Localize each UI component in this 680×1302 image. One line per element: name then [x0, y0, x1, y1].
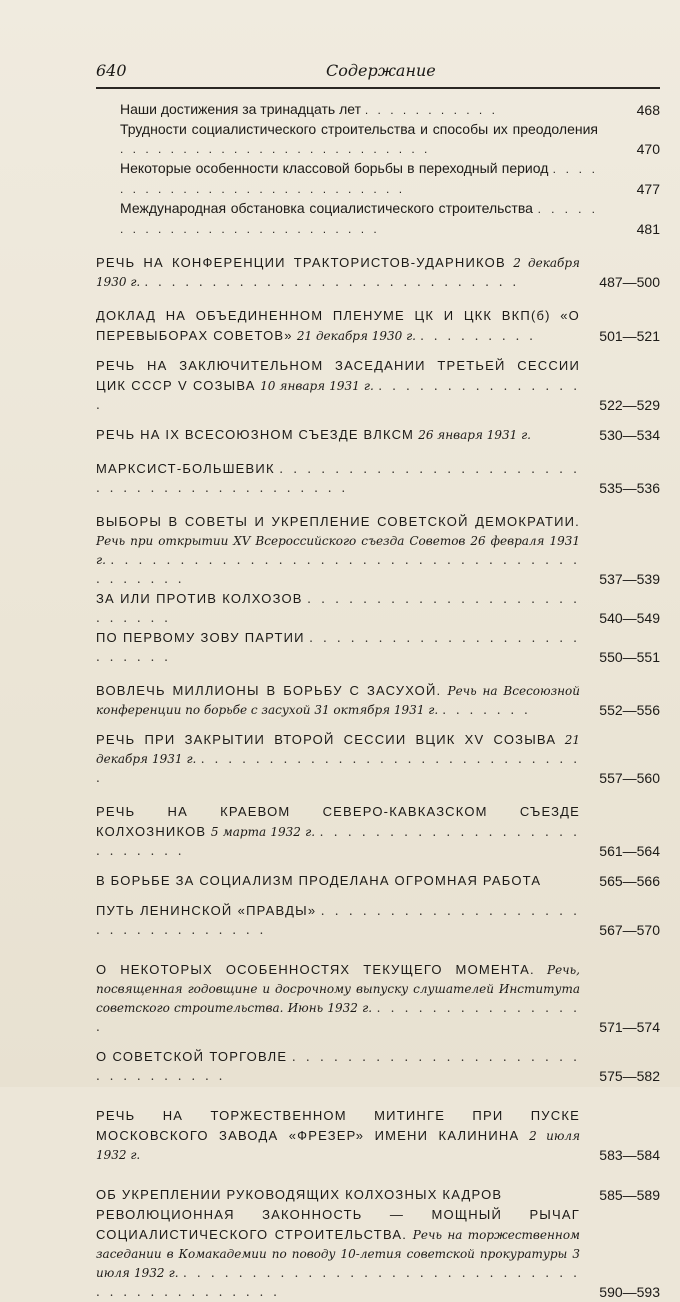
toc-entry	[96, 1185, 660, 1205]
entry-pages: 585—589	[599, 1187, 660, 1203]
entry-pages: 481	[636, 221, 660, 237]
entry-pages: 583—584	[599, 1147, 660, 1163]
entry-title: ВОВЛЕЧЬ МИЛЛИОНЫ В БОРЬБУ С ЗАСУХОЙ.	[96, 683, 442, 698]
entry-title: ПУТЬ ЛЕНИНСКОЙ «ПРАВДЫ»	[96, 903, 317, 918]
toc-entry	[96, 681, 660, 720]
entry-pages: 470	[636, 141, 660, 157]
entry-pages: 530—534	[599, 427, 660, 443]
entry-title: Международная обстановка социалистического строительства	[120, 200, 533, 216]
entry-title: Некоторые особенности классовой борьбы в переходный период	[120, 160, 549, 176]
entry-note: 21 декабря 1930 г.	[296, 329, 416, 343]
entry-pages: 501—521	[599, 328, 660, 344]
dot-leader: . . . . . . . . . . . . . . . . . . . . . . . . . .	[96, 825, 580, 858]
entry-note: 2 июля 1932 г.	[96, 1129, 581, 1162]
table-of-contents	[96, 100, 660, 1302]
entry-note: 2 декабря 1930 г.	[96, 256, 580, 289]
entry-title: РЕЧЬ ПРИ ЗАКРЫТИИ ВТОРОЙ СЕССИИ ВЦИК XV СОЗЫВА	[96, 732, 557, 747]
toc-entry	[96, 512, 660, 589]
entry-title: ЗА ИЛИ ПРОТИВ КОЛХОЗОВ	[96, 591, 303, 606]
entry-pages: 468	[636, 102, 660, 118]
entry-pages: 557—560	[599, 770, 660, 786]
dot-leader: . . . . . . . . . . . . . . . . . . . . . . . . . .	[96, 631, 580, 664]
page-header	[96, 58, 660, 84]
entry-title: О НЕКОТОРЫХ ОСОБЕННОСТЯХ ТЕКУЩЕГО МОМЕНТА.	[96, 962, 535, 977]
dot-leader: . . . . . . . . . . . . . . . . . . . . . . . . . . . . . . . .	[96, 904, 580, 937]
dot-leader: . . . . . . . . . . . . . . . . . . . . . . . . . . . .	[144, 275, 520, 289]
toc-entry	[96, 1106, 660, 1165]
entry-pages: 477	[636, 181, 660, 197]
dot-leader: . . . . . . . . . . . . . . . . . . . . . . . . . .	[120, 202, 598, 236]
entry-title: О СОВЕТСКОЙ ТОРГОВЛЕ	[96, 1049, 288, 1064]
toc-entry	[96, 871, 660, 891]
header-rule	[96, 87, 660, 89]
toc-entry	[96, 253, 660, 292]
entry-title: РЕЧЬ НА ЗАКЛЮЧИТЕЛЬНОМ ЗАСЕДАНИИ ТРЕТЬЕЙ СЕССИИ ЦИК СССР V СОЗЫВА	[96, 358, 580, 393]
entry-note: 10 января 1931 г.	[260, 379, 374, 393]
toc-entry	[96, 306, 660, 346]
toc-entry	[96, 960, 660, 1037]
toc-entry	[96, 356, 660, 415]
toc-entry	[96, 100, 660, 120]
entry-pages: 561—564	[599, 843, 660, 859]
entry-title: ОБ УКРЕПЛЕНИИ РУКОВОДЯЩИХ КОЛХОЗНЫХ КАДРОВ	[96, 1187, 503, 1202]
dot-leader: . . . . . . . . . . .	[364, 103, 498, 117]
dot-leader: . . . . . . . . . . . . . . . . . . . . . . . . . . . . .	[96, 752, 581, 785]
entry-title: ПО ПЕРВОМУ ЗОВУ ПАРТИИ	[96, 630, 305, 645]
toc-entry	[96, 1047, 660, 1086]
dot-leader: . . . . . . . . . . . . . . . . . . . . . . . . .	[120, 142, 431, 156]
entry-pages: 522—529	[599, 397, 660, 413]
toc-entry	[96, 901, 660, 940]
dot-leader: . . . . . . . . . . . . . . . . . . . . . . . . . . . . . . . . . . . . . . . . .	[96, 553, 580, 586]
toc-entry	[96, 628, 660, 667]
entry-note: Речь на Всесоюзной конференции по борьбе с засухой 31 октября 1931 г.	[96, 684, 580, 717]
toc-entry	[96, 159, 660, 199]
entry-pages: 537—539	[599, 571, 660, 587]
entry-title: РЕВОЛЮЦИОННАЯ ЗАКОННОСТЬ — МОЩНЫЙ РЫЧАГ СОЦИАЛИСТИЧЕСКОГО СТРОИТЕЛЬСТВА.	[96, 1207, 580, 1242]
entry-pages: 575—582	[599, 1068, 660, 1084]
entry-title: Трудности социалистического строительства и способы их преодоления	[120, 121, 598, 137]
entry-title: РЕЧЬ НА IX ВСЕСОЮЗНОМ СЪЕЗДЕ ВЛКСМ	[96, 427, 415, 442]
entry-pages: 565—566	[599, 873, 660, 889]
toc-entry	[96, 459, 660, 498]
page-number: 640	[96, 61, 127, 80]
entry-title: РЕЧЬ НА КРАЕВОМ СЕВЕРО-КАВКАЗСКОМ СЪЕЗДЕ КОЛХОЗНИКОВ	[96, 804, 580, 839]
dot-leader: . . . . . . . . . . . . . . . . . . . . . . . . . . .	[120, 162, 599, 196]
entry-note: 21 декабря 1931 г.	[96, 733, 580, 766]
toc-entry	[96, 1205, 660, 1302]
entry-pages: 540—549	[599, 610, 660, 626]
entry-title: РЕЧЬ НА ТОРЖЕСТВЕННОМ МИТИНГЕ ПРИ ПУСКЕ МОСКОВСКОГО ЗАВОДА «ФРЕЗЕР» ИМЕНИ КАЛИНИНА	[96, 1108, 580, 1143]
entry-pages: 590—593	[599, 1284, 660, 1300]
entry-note: Речь при открытии XV Всероссийского съезда Советов 26 февраля 1931 г.	[96, 534, 580, 567]
toc-entry	[96, 802, 660, 861]
entry-title: ВЫБОРЫ В СОВЕТЫ И УКРЕПЛЕНИЕ СОВЕТСКОЙ ДЕМОКРАТИИ.	[96, 514, 580, 529]
entry-pages: 552—556	[599, 702, 660, 718]
dot-leader: . . . . . . . . . . . . . . . . . . . . . . . . . . . . . . . . . . . . . . . . .	[96, 462, 580, 495]
entry-pages: 535—536	[599, 480, 660, 496]
entry-title: Наши достижения за тринадцать лет	[120, 101, 361, 117]
entry-title: В БОРЬБЕ ЗА СОЦИАЛИЗМ ПРОДЕЛАНА ОГРОМНАЯ РАБОТА	[96, 873, 542, 888]
running-title: Содержание	[326, 61, 436, 80]
entry-title: ДОКЛАД НА ОБЪЕДИНЕННОМ ПЛЕНУМЕ ЦК И ЦКК ВКП(б) «О ПЕРЕВЫБОРАХ СОВЕТОВ»	[96, 308, 580, 343]
dot-leader: . . . . . . . . . . . . . . . .	[96, 1001, 580, 1034]
entry-pages: 487—500	[599, 274, 660, 290]
toc-entry	[96, 589, 660, 628]
entry-pages: 550—551	[599, 649, 660, 665]
dot-leader: . . . . . . . . . . . . . . . . . . . . . . . . . . . . . . . . . . . . . . . . . . .	[96, 1266, 580, 1299]
entry-note: 5 марта 1932 г.	[210, 825, 316, 839]
toc-entry	[96, 120, 660, 159]
entry-title: МАРКСИСТ-БОЛЬШЕВИК	[96, 461, 275, 476]
entry-note: 26 января 1931 г.	[418, 428, 531, 442]
dot-leader: . . . . . . . . . . . . . . . .	[96, 379, 581, 412]
entry-note: Речь на торжественном заседании в Комакадемии по поводу 10-летия советской прокуратуры 3 июля 1932 г.	[96, 1228, 581, 1280]
dot-leader: . . . . . . . . . . . . . . . . . . . . . . . . . . . . . . .	[96, 1050, 580, 1083]
dot-leader: . . . . . . . . .	[420, 329, 536, 343]
toc-entry	[96, 425, 660, 445]
toc-entry	[96, 730, 660, 788]
entry-note: Речь, посвященная годовщине и досрочному выпуску слушателей Института советского строительства. Июнь 1932 г.	[96, 963, 580, 1015]
dot-leader: . . . . . . .	[442, 703, 531, 717]
entry-pages: 567—570	[599, 922, 660, 938]
toc-entry	[96, 199, 660, 239]
entry-title: РЕЧЬ НА КОНФЕРЕНЦИИ ТРАКТОРИСТОВ-УДАРНИКОВ	[96, 255, 506, 270]
dot-leader: . . . . . . . . . . . . . . . . . . . . . . . . . .	[96, 592, 580, 625]
entry-pages: 571—574	[599, 1019, 660, 1035]
